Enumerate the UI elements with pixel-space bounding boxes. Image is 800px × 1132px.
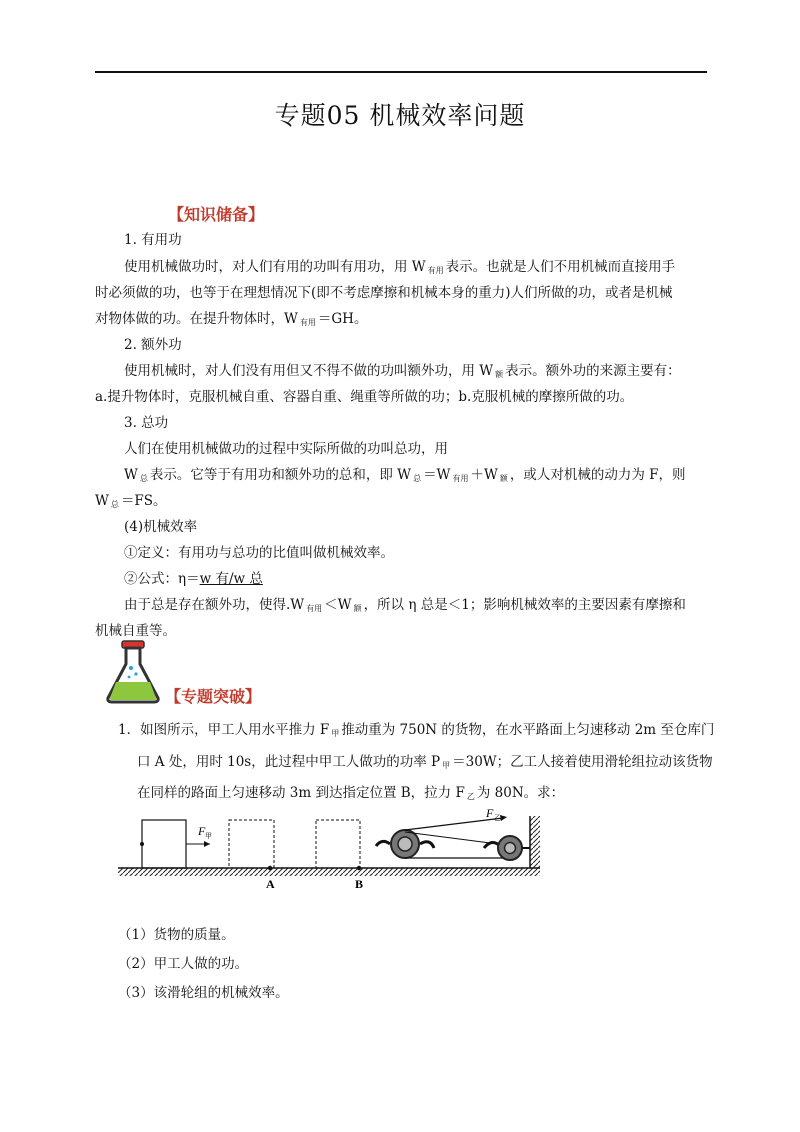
f-jia-sub: 甲 <box>205 832 212 840</box>
efficiency-definition: ①定义：有用功与总功的比值叫做机械效率。 <box>124 545 394 561</box>
efficiency-title: (4)机械效率 <box>124 519 198 535</box>
useful-work-title: 1. 有用功 <box>124 232 182 248</box>
breakthrough-heading: 【专题突破】 <box>165 687 262 706</box>
q1-sub3: （3）该滑轮组的机械效率。 <box>118 985 289 1001</box>
q1-line3: 在同样的路面上匀速移动 3m 到达指定位置 B，拉力 F $_乙$ 为 80N。求： <box>137 785 565 801</box>
total-work-line2: W $_总$ 表示。它等于有用功和额外功的总和，即 W $_总$ ＝W $_{有用}$ ＋W $_额$ ，或人对机械的动力为 F，则 <box>124 467 686 483</box>
cargo-ghost-b <box>316 820 360 868</box>
wall-hatch <box>530 816 540 868</box>
f-yi-sub: 乙 <box>494 814 501 822</box>
knowledge-heading: 【知识储备】 <box>168 205 265 224</box>
extra-work-line2: a.提升物体时，克服机械自重、容器自重、绳重等所做的功；b.克服机械的摩擦所做的功。 <box>95 389 634 405</box>
useful-work-line2: 时必须做的功，也等于在理想情况下(即不考虑摩擦和机械本身的重力)人们所做的功，或者是机械 <box>95 285 673 301</box>
efficiency-note-line1: 由于总是存在额外功，使得.W $_{有用}$ ＜W $_额$ ，所以 η 总是＜1；影响机械效率的主要因素有摩擦和 <box>124 597 686 613</box>
extra-work-line1: 使用机械时，对人们没有用但又不得不做的功叫额外功，用 W $_额$ 表示。额外功的来源主要有： <box>124 363 681 379</box>
top-rule <box>95 71 707 73</box>
fixed-pulley-hub <box>505 843 516 854</box>
q1-sub1: （1）货物的质量。 <box>118 927 235 943</box>
q1-line2: 口 A 处，用时 10s，此过程中甲工人做功的功率 P $_甲$ ＝30W；乙工人接着使用滑轮组拉动该货物 <box>137 754 713 770</box>
cargo-center-dot <box>140 842 144 846</box>
cargo-box <box>142 820 186 868</box>
point-a-dot <box>268 866 272 870</box>
total-work-line1: 人们在使用机械做功的过程中实际所做的功叫总功，用 <box>124 441 448 457</box>
page-title: 专题05 机械效率问题 <box>274 101 526 130</box>
q1-line1: 1．如图所示，甲工人用水平推力 F $_甲$ 推动重为 750N 的货物，在水平路面上匀速移动 2m 至仓库门 <box>118 722 715 738</box>
efficiency-formula: ②公式：η＝w 有/w 总 <box>124 571 263 587</box>
f-jia-label: F <box>198 824 206 838</box>
point-b-dot <box>357 866 361 870</box>
total-work-title: 3. 总功 <box>124 415 169 431</box>
flask-icon <box>104 640 162 704</box>
hook-right <box>420 842 434 848</box>
cargo-ghost-a <box>229 820 274 868</box>
f-jia-arrowhead <box>204 841 210 847</box>
hook-left <box>376 841 390 846</box>
useful-work-line1: 使用机械做功时，对人们有用的功叫有用功，用 W $_{有用}$ 表示。也就是人们不用机械而直接用手 <box>124 259 676 275</box>
useful-work-line3: 对物体做的功。在提升物体时，W $_{有用}$ ＝GH。 <box>95 311 368 327</box>
f-yi-arrowhead <box>500 815 507 821</box>
extra-work-title: 2. 额外功 <box>124 337 182 353</box>
ground-hatch <box>118 868 540 876</box>
q1-sub2: （2）甲工人做的功。 <box>118 956 249 972</box>
label-a: A <box>266 877 275 890</box>
total-work-line3: W $_总$ ＝FS。 <box>95 493 167 509</box>
f-yi-label: F <box>486 808 494 820</box>
pulley-figure <box>118 808 548 890</box>
efficiency-note-line2: 机械自重等。 <box>95 623 176 639</box>
label-b: B <box>355 877 364 890</box>
moving-pulley-hub <box>398 837 412 851</box>
